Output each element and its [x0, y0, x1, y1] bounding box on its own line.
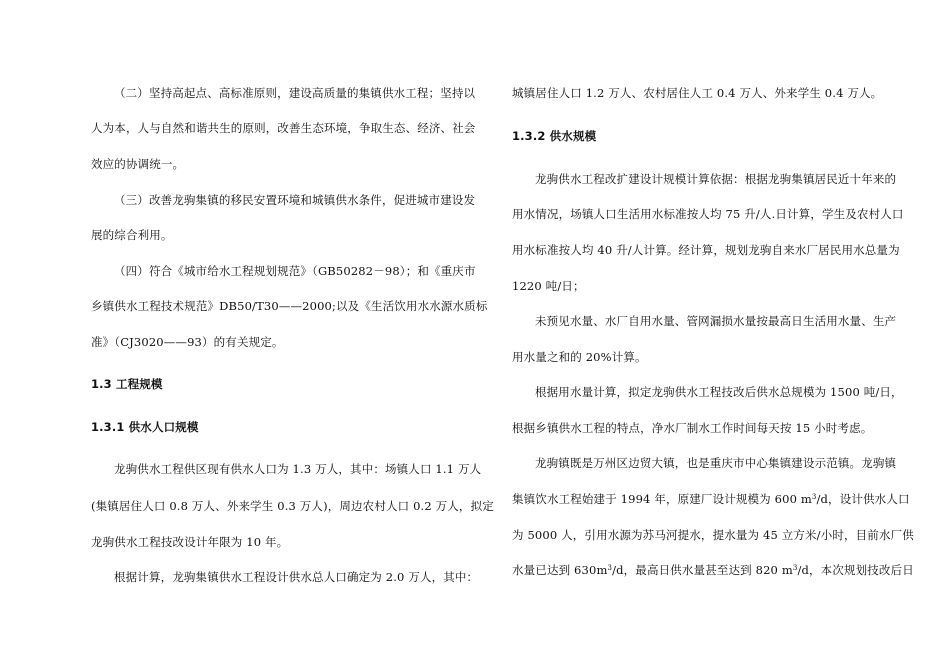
superscript: 3	[792, 564, 798, 572]
paragraph-line: 人为本，人与自然和谐共生的原则，改善生态环境，争取生态、经济、社会	[91, 121, 476, 135]
paragraph-line	[512, 492, 910, 506]
subsection-heading: 1.3.2 供水规模	[512, 129, 597, 143]
paragraph-line: （三）改善龙驹集镇的移民安置环境和城镇供水条件，促进城市建设发	[114, 193, 476, 207]
paragraph-line: 未预见水量、水厂自用水量、管网漏损水量按最高日生活用水量、生产	[535, 314, 897, 328]
paragraph-line: 龙驹供水工程供区现有供水人口为 1.3 万人，其中：场镇人口 1.1 万人	[114, 462, 482, 476]
paragraph-line: 根据乡镇供水工程的特点，净水厂制水工作时间每天按 15 小时考虑。	[512, 421, 873, 435]
text-segment: 集镇饮水工程始建于 1994 年，原建厂设计规模为 600 m	[512, 492, 812, 506]
paragraph-line	[512, 563, 914, 577]
paragraph-line: （二）坚持高起点、高标准原则，建设高质量的集镇供水工程；坚持以	[114, 86, 476, 100]
text-segment: /d，最高日供水量甚至达到 820 m	[612, 563, 793, 577]
paragraph-line: 1220 吨/日；	[512, 279, 585, 293]
paragraph-line: 为 5000 人，引用水源为苏马河提水，提水量为 45 立方米/小时，目前水厂供	[512, 528, 914, 542]
text-segment: 水量已达到 630m	[512, 563, 608, 577]
paragraph-line: （四）符合《城市给水工程规划规范》（GB50282－98）；和《重庆市	[114, 264, 476, 278]
paragraph-line: 用水量之和的 20%计算。	[512, 350, 647, 364]
paragraph-line: 用水情况，场镇人口生活用水标准按人均 75 升/人.日计算，学生及农村人口	[512, 207, 904, 221]
paragraph-line: 龙驹供水工程改扩建设计规模计算依据：根据龙驹集镇居民近十年来的	[535, 172, 897, 186]
paragraph-line: 效应的协调统一。	[91, 157, 185, 171]
superscript: 3	[607, 564, 613, 572]
superscript: 3	[811, 493, 817, 501]
section-heading: 1.3 工程规模	[91, 377, 163, 391]
paragraph-line: 城镇居住人口 1.2 万人、农村居住人工 0.4 万人、外来学生 0.4 万人。	[512, 86, 883, 100]
paragraph-line: 展的综合利用。	[91, 228, 173, 242]
paragraph-line: 根据用水量计算，拟定龙驹供水工程技改后供水总规模为 1500 吨/日，	[535, 385, 903, 399]
paragraph-line: 根据计算，龙驹集镇供水工程设计供水总人口确定为 2.0 万人，其中：	[114, 570, 479, 584]
text-segment: /d，本次规划技改后日	[797, 563, 914, 577]
paragraph-line: 龙驹供水工程技改设计年限为 10 年。	[91, 535, 289, 549]
paragraph-line: (集镇居住人口 0.8 万人、外来学生 0.3 万人)，周边农村人口 0.2 万人，拟定	[91, 499, 494, 513]
subsection-heading: 1.3.1 供水人口规模	[91, 420, 199, 434]
paragraph-line: 用水标准按人均 40 升/人计算。经计算，规划龙驹自来水厂居民用水总量为	[512, 243, 900, 257]
paragraph-line: 准》（CJ3020——93）的有关规定。	[91, 335, 284, 349]
text-segment: /d，设计供水人口	[816, 492, 910, 506]
paragraph-line: 乡镇供水工程技术规范》DB50/T30——2000;以及《生活饮用水水源水质标	[91, 299, 488, 313]
paragraph-line: 龙驹镇既是万州区边贸大镇，也是重庆市中心集镇建设示范镇。龙驹镇	[535, 456, 897, 470]
